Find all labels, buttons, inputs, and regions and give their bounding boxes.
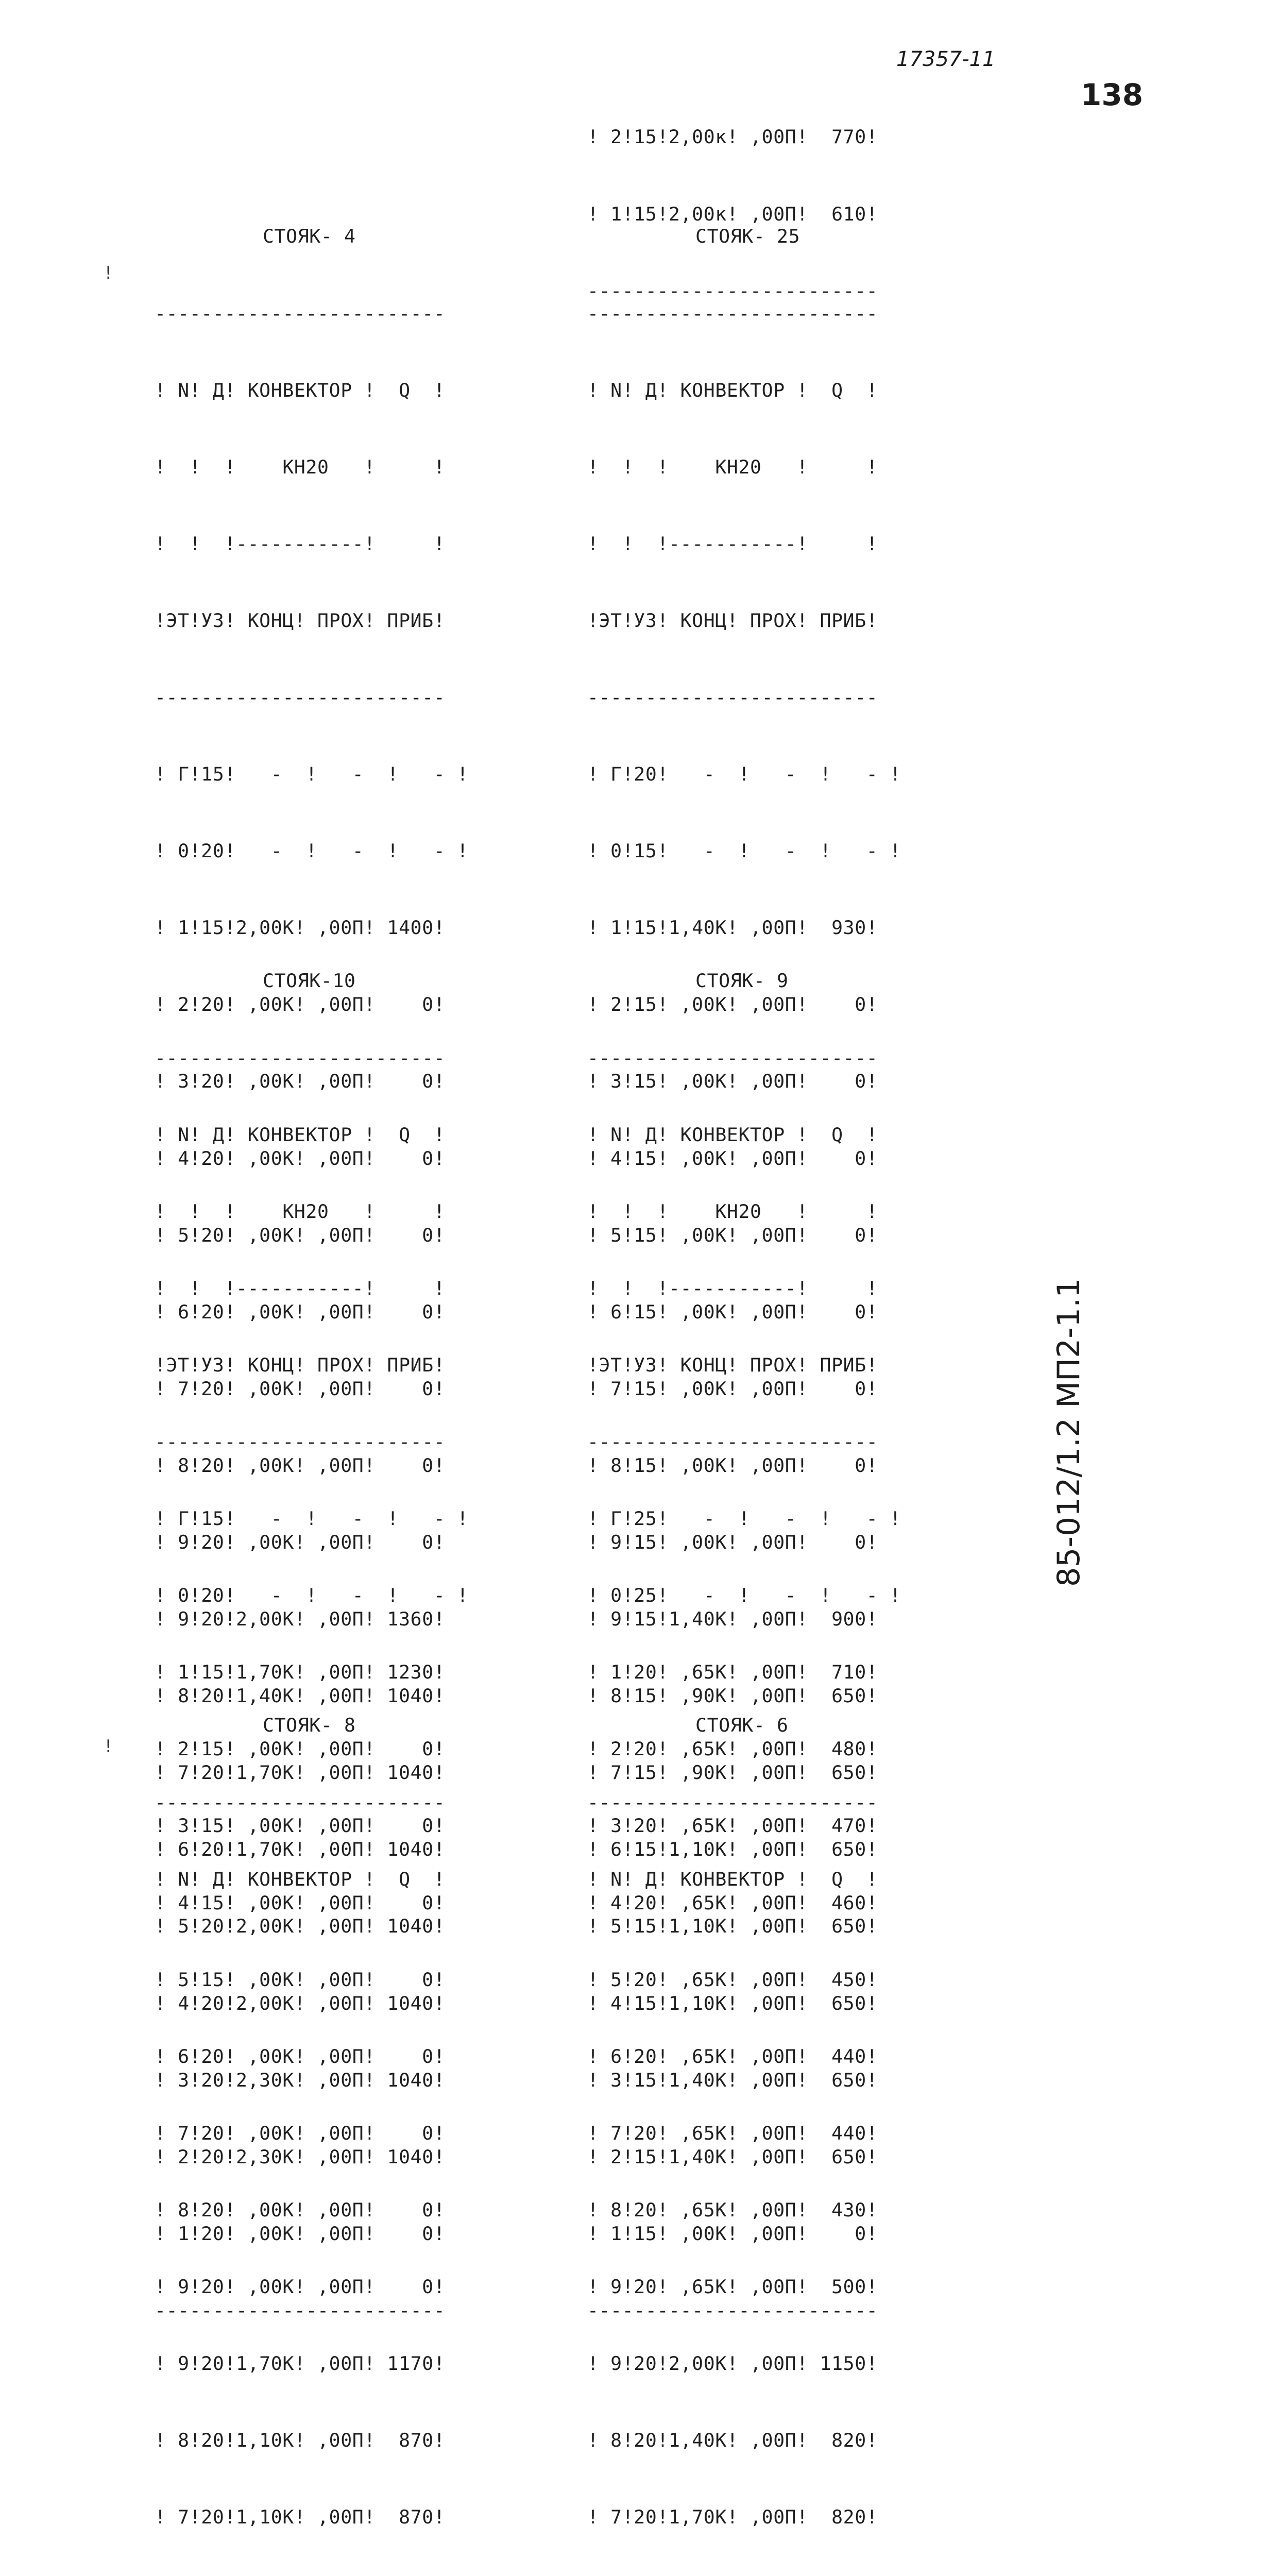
header-line: ! ! !-----------! ! [587, 532, 878, 555]
table-row: ! 2!20! ,00К! ,00П! 0! [155, 993, 446, 1016]
table-row: ! 8!20! ,00К! ,00П! 0! [155, 2198, 446, 2221]
separator: ------------------------- [155, 302, 446, 325]
table-row: ! 3!15!1,40К! ,00П! 650! [587, 2069, 878, 2091]
header-line: ! N! Д! КОНВЕКТОР ! Q ! [155, 1123, 446, 1146]
table-row: ! Г!15! - ! - ! - ! [155, 763, 469, 786]
table-row: ! 4!15! ,00К! ,00П! 0! [587, 1147, 878, 1170]
header-line: ! ! ! КН20 ! ! [587, 1200, 878, 1223]
table-row: ! 6!15! ,00К! ,00П! 0! [587, 1300, 878, 1323]
table-row: ! 6!20!1,70К! ,00П! 1040! [155, 1838, 446, 1861]
header-line: !ЭТ!УЗ! КОНЦ! ПРОХ! ПРИБ! [587, 1353, 878, 1376]
separator: ------------------------- [587, 1046, 878, 1069]
table-title: СТОЯК-10 [263, 970, 356, 992]
table-title: СТОЯК- 25 [695, 225, 800, 248]
table-row: ! 6!20! ,65К! ,00П! 440! [587, 2045, 878, 2067]
table-row: ! 8!20! ,00К! ,00П! 0! [155, 1454, 446, 1477]
table-row: ! 2!15!1,40К! ,00П! 650! [587, 2145, 878, 2168]
separator: ------------------------- [155, 1791, 446, 1814]
table-title: СТОЯК- 4 [263, 225, 356, 248]
separator: ------------------------- [587, 2299, 878, 2321]
table-row: ! Г!25! - ! - ! - ! [587, 1507, 901, 1530]
header-line: ! N! Д! КОНВЕКТОР ! Q ! [587, 1123, 878, 1146]
table-row: ! 8!15! ,90К! ,00П! 650! [587, 1685, 878, 1707]
table-row: ! 1!15! ,00К! ,00П! 0! [587, 2222, 878, 2245]
table-row: ! 9!20! ,65К! ,00П! 500! [587, 2276, 878, 2298]
riser-table-8 [155, 1662, 445, 1918]
table-row: ! 1!15!1,70К! ,00П! 1230! [155, 1661, 446, 1684]
separator: ------------------------- [155, 1430, 446, 1453]
table-row: ! 9!20! ,00К! ,00П! 0! [155, 1531, 446, 1553]
table-row: ! 0!20! - ! - ! - ! [155, 840, 469, 862]
separator: ------------------------- [587, 279, 878, 302]
header-line: ! ! ! КН20 ! ! [155, 455, 446, 478]
header-line: ! N! Д! КОНВЕКТОР ! Q ! [155, 1868, 446, 1890]
table-title: СТОЯК- 8 [263, 1714, 356, 1737]
table-row: ! 0!25! - ! - ! - ! [587, 1584, 901, 1607]
separator: ------------------------- [587, 1430, 878, 1453]
table-row: ! 7!15! ,00К! ,00П! 0! [587, 1377, 878, 1400]
header-line: ! ! !-----------! ! [155, 532, 446, 555]
table-row: ! 8!20!1,40К! ,00П! 1040! [155, 1685, 446, 1707]
page-number: 138 [1081, 77, 1144, 112]
table-row: ! 0!20! - ! - ! - ! [155, 1584, 469, 1607]
table-row: ! 1!15!2,00к! ,00П! 610! [587, 202, 878, 225]
table-row: ! 7!20! ,65К! ,00П! 440! [587, 2122, 878, 2144]
table-row: ! 8!20!1,10К! ,00П! 870! [155, 2429, 446, 2452]
table-row: ! 6!20! ,00К! ,00П! 0! [155, 2045, 446, 2067]
table-row: ! 4!20! ,00К! ,00П! 0! [155, 1147, 446, 1170]
table-row: ! 9!20!2,00К! ,00П! 1360! [155, 1608, 446, 1631]
header-line: ! N! Д! КОНВЕКТОР ! Q ! [587, 379, 878, 401]
table-row: ! 5!15!1,10К! ,00П! 650! [587, 1915, 878, 1938]
table-row: ! 2!15! ,00К! ,00П! 0! [155, 1738, 446, 1760]
table-row: ! 9!15! ,00К! ,00П! 0! [587, 1531, 878, 1553]
table-row: ! 4!20! ,65К! ,00П! 460! [587, 1891, 878, 1914]
table-row: ! 1!15!2,00К! ,00П! 1400! [155, 917, 446, 939]
table-title: СТОЯК- 9 [695, 970, 789, 992]
table-row: ! 4!20!2,00К! ,00П! 1040! [155, 1992, 446, 2014]
side-document-code: 85-012/1.2 МП2-1.1 [1051, 1278, 1087, 1587]
table-row: ! 3!15! ,00К! ,00П! 0! [155, 1815, 446, 1837]
separator: ------------------------- [155, 2299, 446, 2321]
table-row: ! 2!20!2,30К! ,00П! 1040! [155, 2145, 446, 2168]
table-row: ! 1!15!1,40К! ,00П! 930! [587, 917, 878, 939]
table-row: ! 3!20! ,00К! ,00П! 0! [155, 1070, 446, 1093]
table-row: ! 8!20!1,40К! ,00П! 820! [587, 2429, 878, 2452]
table-row: ! 2!15!2,00к! ,00П! 770! [587, 126, 878, 148]
header-line: ! ! !-----------! ! [155, 1277, 446, 1299]
header-line: ! N! Д! КОНВЕКТОР ! Q ! [587, 1868, 878, 1890]
table-row: ! 5!15! ,00К! ,00П! 0! [155, 1968, 446, 1991]
header-line: ! ! !-----------! ! [587, 1277, 878, 1299]
table-row: ! 5!20! ,00К! ,00П! 0! [155, 1224, 446, 1246]
separator: ------------------------- [587, 686, 878, 708]
table-row: ! Г!20! - ! - ! - ! [587, 763, 901, 786]
table-row: ! 1!20! ,00К! ,00П! 0! [155, 2222, 446, 2245]
header-line: !ЭТ!УЗ! КОНЦ! ПРОХ! ПРИБ! [587, 609, 878, 632]
speck-mark: ! [103, 263, 114, 283]
header-line: ! N! Д! КОНВЕКТОР ! Q ! [155, 379, 446, 401]
table-row: ! 7!20!1,10К! ,00П! 870! [155, 2506, 446, 2529]
table-row: ! 5!15! ,00К! ,00П! 0! [587, 1224, 878, 1246]
table-row: ! 2!20! ,65К! ,00П! 480! [587, 1738, 878, 1760]
table-row: ! 2!15! ,00К! ,00П! 0! [587, 993, 878, 1016]
table-row: ! 6!20! ,00К! ,00П! 0! [155, 1300, 446, 1323]
separator: ------------------------- [587, 302, 878, 325]
header-line: ! ! ! КН20 ! ! [155, 1200, 446, 1223]
table-row: ! 5!20! ,65К! ,00П! 450! [587, 1968, 878, 1991]
table-row: ! 1!20! ,65К! ,00П! 710! [587, 1661, 878, 1684]
table-row: ! 7!20! ,00К! ,00П! 0! [155, 2122, 446, 2144]
speck-mark: ! [103, 1736, 114, 1757]
table-row: ! 9!20!2,00К! ,00П! 1150! [587, 2352, 878, 2375]
table-row: ! 3!15! ,00К! ,00П! 0! [587, 1070, 878, 1093]
table-row: ! 5!20!2,00К! ,00П! 1040! [155, 1915, 446, 1938]
riser-table-6 [587, 1662, 878, 1918]
header-line: !ЭТ!УЗ! КОНЦ! ПРОХ! ПРИБ! [155, 609, 446, 632]
separator: ------------------------- [155, 1046, 446, 1069]
separator: ------------------------- [155, 686, 446, 708]
table-row: ! 8!20! ,65К! ,00П! 430! [587, 2198, 878, 2221]
table-row: ! 7!20!1,70К! ,00П! 1040! [155, 1761, 446, 1784]
table-row: ! 4!15! ,00К! ,00П! 0! [155, 1891, 446, 1914]
table-row: ! 9!20!1,70К! ,00П! 1170! [155, 2352, 446, 2375]
header-line: !ЭТ!УЗ! КОНЦ! ПРОХ! ПРИБ! [155, 1353, 446, 1376]
table-row: ! 8!15! ,00К! ,00П! 0! [587, 1454, 878, 1477]
table-row: ! 3!20!2,30К! ,00П! 1040! [155, 2069, 446, 2091]
table-row: ! 0!15! - ! - ! - ! [587, 840, 901, 862]
table-row: ! 7!15! ,90К! ,00П! 650! [587, 1761, 878, 1784]
header-line: ! ! ! КН20 ! ! [587, 455, 878, 478]
separator: ------------------------- [587, 1791, 878, 1814]
table-row: ! 3!20! ,65К! ,00П! 470! [587, 1815, 878, 1837]
table-row: ! 6!15!1,10К! ,00П! 650! [587, 1838, 878, 1861]
table-row: ! 4!15!1,10К! ,00П! 650! [587, 1992, 878, 2014]
table-row: ! 9!15!1,40К! ,00П! 900! [587, 1608, 878, 1631]
table-row: ! 9!20! ,00К! ,00П! 0! [155, 2276, 446, 2298]
table-title: СТОЯК- 6 [695, 1714, 789, 1737]
table-row: ! Г!15! - ! - ! - ! [155, 1507, 469, 1530]
table-row: ! 7!20!1,70К! ,00П! 820! [587, 2506, 878, 2529]
sheet-code: 17357-11 [896, 47, 996, 71]
table-row: ! 7!20! ,00К! ,00П! 0! [155, 1377, 446, 1400]
